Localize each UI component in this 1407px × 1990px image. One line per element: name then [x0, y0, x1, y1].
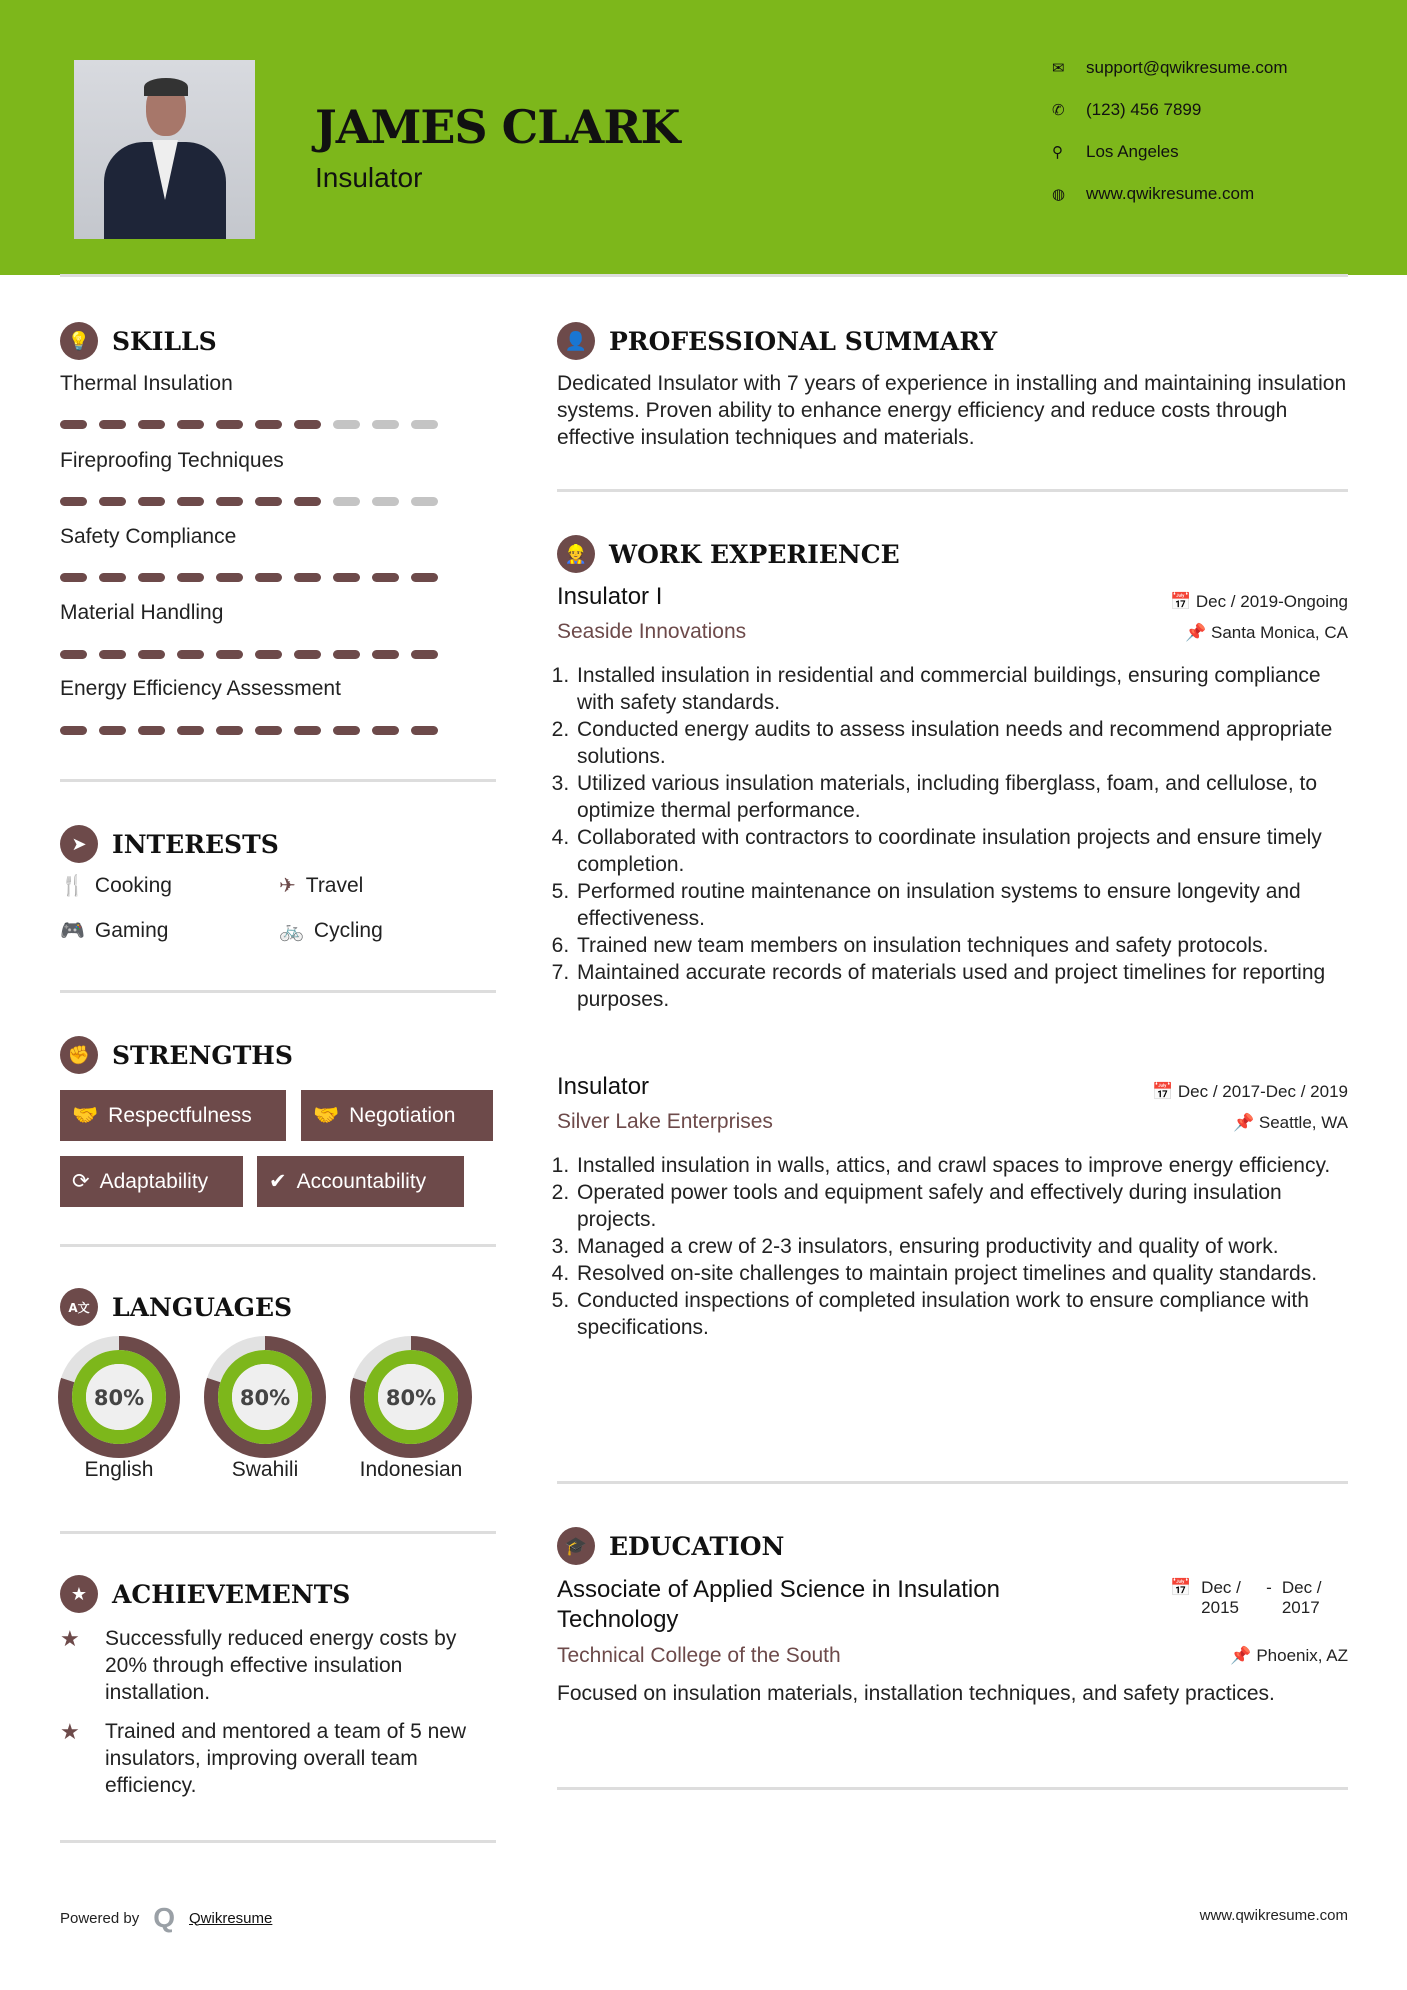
- skill-level-segment: [138, 650, 165, 659]
- school-name: Technical College of the South: [557, 1644, 841, 1667]
- skill-level-segment: [60, 420, 87, 429]
- experience-heading: 👷 WORK EXPERIENCE: [557, 535, 900, 573]
- company-name: Silver Lake Enterprises: [557, 1110, 773, 1133]
- interests-heading: ➤ INTERESTS: [60, 825, 279, 863]
- language-name: Indonesian: [359, 1458, 463, 1481]
- star-icon: ★: [60, 1626, 80, 1651]
- job-bullet: 3. Utilized various insulation materials, including fiberglass, foam, and cellulose, to optimize thermal performance.: [575, 770, 1348, 824]
- paper-plane-icon: ➤: [60, 825, 98, 863]
- skill-level-segment: [372, 420, 399, 429]
- interest-item: ✈ Travel: [279, 873, 364, 897]
- contact-email[interactable]: ✉ support@qwikresume.com: [1052, 58, 1288, 77]
- job-bullet: 6. Trained new team members on insulation techniques and safety protocols.: [575, 932, 1348, 959]
- job-bullet: 5. Conducted inspections of completed insulation work to ensure compliance with specifications.: [575, 1287, 1348, 1341]
- skill-level-segment: [411, 573, 438, 582]
- divider: [60, 1840, 496, 1843]
- skill-level-segment: [372, 726, 399, 735]
- calendar-icon: 📅: [1151, 1082, 1174, 1101]
- calendar-icon: 📅: [1169, 592, 1192, 611]
- strength-chip: ⟳ Adaptability: [60, 1156, 243, 1207]
- company-name: Seaside Innovations: [557, 620, 747, 643]
- skill-level-segment: [372, 497, 399, 506]
- qwikresume-logo-icon: Q: [153, 1902, 175, 1933]
- skill-level-segment: [216, 650, 243, 659]
- achievement-item: ★ Successfully reduced energy costs by 20% through effective insulation installation.: [60, 1626, 457, 1704]
- skill-level-segment: [99, 497, 126, 506]
- user-icon: 👤: [557, 322, 595, 360]
- skill-level-bar: [60, 420, 438, 429]
- skill-name: Safety Compliance: [60, 525, 237, 548]
- skills-heading: 💡 SKILLS: [60, 322, 217, 360]
- skill-level-segment: [255, 420, 282, 429]
- language-donut: [349, 1335, 473, 1459]
- skill-level-segment: [177, 497, 204, 506]
- skill-level-bar: [60, 650, 438, 659]
- skill-level-segment: [411, 497, 438, 506]
- skill-level-segment: [138, 420, 165, 429]
- divider: [557, 1787, 1348, 1790]
- lightbulb-icon: 💡: [60, 322, 98, 360]
- language-name: Swahili: [231, 1458, 299, 1481]
- strength-chip: 🤝 Negotiation: [301, 1090, 493, 1141]
- achievements-heading: ★ ACHIEVEMENTS: [60, 1575, 350, 1613]
- summary-heading: 👤 PROFESSIONAL SUMMARY: [557, 322, 997, 360]
- skill-level-segment: [216, 726, 243, 735]
- education-description: Focused on insulation materials, installation techniques, and safety practices.: [557, 1682, 1275, 1705]
- skill-level-segment: [216, 497, 243, 506]
- header-divider: [60, 274, 1348, 277]
- divider: [60, 1244, 496, 1247]
- interest-item: 🎮 Gaming: [60, 918, 169, 942]
- skill-level-segment: [333, 726, 360, 735]
- calendar-icon: 📅: [1170, 1578, 1192, 1597]
- skill-level-segment: [255, 650, 282, 659]
- skill-level-segment: [177, 420, 204, 429]
- education-heading: 🎓 EDUCATION: [557, 1527, 784, 1565]
- globe-icon: ◍: [1052, 186, 1066, 203]
- refresh-icon: ⟳: [72, 1170, 90, 1193]
- skill-level-segment: [138, 573, 165, 582]
- skill-level-segment: [60, 726, 87, 735]
- job-bullet: 1. Installed insulation in residential and commercial buildings, ensuring compliance with safety standards.: [575, 662, 1348, 716]
- skill-level-segment: [294, 573, 321, 582]
- footer-website[interactable]: www.qwikresume.com: [1199, 1907, 1348, 1924]
- footer-powered-by: Powered by Q Qwikresume: [60, 1902, 273, 1933]
- job-dates: 📅 Dec / 2019-Ongoing: [1169, 592, 1348, 611]
- job-bullet: 5. Performed routine maintenance on insulation systems to ensure longevity and effectiveness.: [575, 878, 1348, 932]
- skill-level-segment: [294, 650, 321, 659]
- skill-level-segment: [177, 726, 204, 735]
- skill-level-segment: [255, 497, 282, 506]
- education-dates: 📅 Dec / 2015 - Dec / 2017: [1170, 1578, 1322, 1617]
- job-location: 📌 Santa Monica, CA: [1185, 623, 1348, 642]
- job-title: Insulator: [557, 1073, 650, 1100]
- skill-name: Material Handling: [60, 601, 224, 624]
- language-icon: A文: [60, 1288, 98, 1326]
- handshake-icon: 🤝: [72, 1103, 99, 1127]
- job-location: 📌 Seattle, WA: [1232, 1113, 1348, 1132]
- contact-website[interactable]: ◍ www.qwikresume.com: [1052, 184, 1255, 203]
- candidate-title: Insulator: [315, 162, 423, 193]
- skill-level-segment: [99, 573, 126, 582]
- degree-title: Associate of Applied Science in Insulation Technology: [557, 1576, 1000, 1633]
- job-bullet: 4. Collaborated with contractors to coordinate insulation projects and ensure timely completion.: [575, 824, 1348, 878]
- job-title: Insulator I: [557, 583, 663, 610]
- bicycle-icon: 🚲: [279, 920, 304, 942]
- languages-heading: A文 LANGUAGES: [60, 1288, 292, 1326]
- job-bullet: 1. Installed insulation in walls, attics, and crawl spaces to improve energy efficiency.: [575, 1152, 1348, 1179]
- pin-icon: 📌: [1230, 1646, 1252, 1665]
- pin-icon: 📌: [1185, 623, 1207, 642]
- achievement-item: ★ Trained and mentored a team of 5 new insulators, improving overall team efficiency.: [60, 1719, 467, 1797]
- strength-chip: 🤝 Respectfulness: [60, 1090, 286, 1141]
- candidate-name: JAMES CLARK: [315, 100, 680, 154]
- interest-item: 🚲 Cycling: [279, 918, 383, 942]
- skill-level-segment: [177, 650, 204, 659]
- skill-level-segment: [138, 726, 165, 735]
- language-percent: 80%: [93, 1386, 145, 1410]
- job-bullets: [557, 662, 1348, 1013]
- divider: [60, 990, 496, 993]
- skill-level-segment: [99, 726, 126, 735]
- interest-item: 🍴 Cooking: [60, 873, 172, 897]
- skill-level-segment: [294, 726, 321, 735]
- skill-level-segment: [216, 573, 243, 582]
- language-name: English: [84, 1458, 154, 1481]
- skill-name: Energy Efficiency Assessment: [60, 677, 341, 700]
- language-percent: 80%: [385, 1386, 437, 1410]
- skill-level-segment: [333, 573, 360, 582]
- job-dates: 📅 Dec / 2017-Dec / 2019: [1151, 1082, 1348, 1101]
- divider: [557, 489, 1348, 492]
- skill-level-segment: [372, 650, 399, 659]
- strengths-heading: ✊ STRENGTHS: [60, 1036, 293, 1074]
- job-bullet: 3. Managed a crew of 2-3 insulators, ensuring productivity and quality of work.: [575, 1233, 1348, 1260]
- skill-level-segment: [138, 497, 165, 506]
- contact-phone[interactable]: ✆ (123) 456 7899: [1052, 100, 1202, 119]
- job-bullet: 2. Conducted energy audits to assess insulation needs and recommend appropriate solutions.: [575, 716, 1348, 770]
- skill-level-segment: [294, 497, 321, 506]
- skill-level-segment: [411, 726, 438, 735]
- pin-icon: 📌: [1232, 1113, 1255, 1132]
- skill-level-segment: [255, 573, 282, 582]
- language-percent: 80%: [239, 1386, 291, 1410]
- briefcase-user-icon: 👷: [557, 535, 595, 573]
- strength-chip: ✔ Accountability: [257, 1156, 464, 1207]
- contact-location: ⚲ Los Angeles: [1052, 142, 1179, 161]
- skill-name: Thermal Insulation: [60, 372, 233, 395]
- divider: [557, 1481, 1348, 1484]
- skill-level-segment: [333, 497, 360, 506]
- skill-level-segment: [60, 650, 87, 659]
- skill-level-bar: [60, 573, 438, 582]
- language-gauge: [203, 1335, 327, 1464]
- skill-level-segment: [411, 650, 438, 659]
- language-donut: [203, 1335, 327, 1459]
- divider: [60, 779, 496, 782]
- star-icon: ★: [60, 1719, 80, 1744]
- skill-level-bar: [60, 497, 438, 506]
- gamepad-icon: 🎮: [60, 920, 85, 942]
- star-badge-icon: ★: [60, 1575, 98, 1613]
- job-bullets: [557, 1152, 1348, 1341]
- skill-level-segment: [294, 420, 321, 429]
- education-location: 📌 Phoenix, AZ: [1230, 1646, 1348, 1665]
- job-bullet: 7. Maintained accurate records of materials used and project timelines for reporting purposes.: [575, 959, 1348, 1013]
- skill-level-segment: [333, 420, 360, 429]
- skill-level-segment: [372, 573, 399, 582]
- skill-level-segment: [333, 650, 360, 659]
- skill-level-segment: [216, 420, 243, 429]
- skill-name: Fireproofing Techniques: [60, 449, 284, 472]
- language-donut: [57, 1335, 181, 1459]
- graduate-icon: 🎓: [557, 1527, 595, 1565]
- skill-level-segment: [60, 573, 87, 582]
- utensils-icon: 🍴: [60, 875, 85, 897]
- qwikresume-link[interactable]: Qwikresume: [189, 1909, 273, 1927]
- divider: [60, 1531, 496, 1534]
- skill-level-segment: [99, 420, 126, 429]
- language-gauge: [57, 1335, 181, 1464]
- envelope-icon: ✉: [1052, 60, 1065, 77]
- skill-level-bar: [60, 726, 438, 735]
- check-circle-icon: ✔: [269, 1170, 287, 1193]
- job-bullet: 4. Resolved on-site challenges to maintain project timelines and quality standards.: [575, 1260, 1348, 1287]
- plane-icon: ✈: [279, 875, 296, 897]
- summary-text: Dedicated Insulator with 7 years of experience in installing and maintaining insulation systems. Proven ability to enhance energy efficiency and reduce costs through effective insulation techniques and materials.: [557, 372, 1347, 449]
- profile-photo: [74, 60, 255, 239]
- skill-level-segment: [411, 420, 438, 429]
- handshake-icon: 🤝: [313, 1103, 340, 1127]
- fist-icon: ✊: [60, 1036, 98, 1074]
- map-marker-icon: ⚲: [1052, 144, 1063, 161]
- job-bullet: 2. Operated power tools and equipment safely and effectively during insulation projects.: [575, 1179, 1348, 1233]
- language-gauge: [349, 1335, 473, 1464]
- skill-level-segment: [177, 573, 204, 582]
- skill-level-segment: [60, 497, 87, 506]
- skill-level-segment: [99, 650, 126, 659]
- skill-level-segment: [255, 726, 282, 735]
- phone-icon: ✆: [1052, 102, 1065, 119]
